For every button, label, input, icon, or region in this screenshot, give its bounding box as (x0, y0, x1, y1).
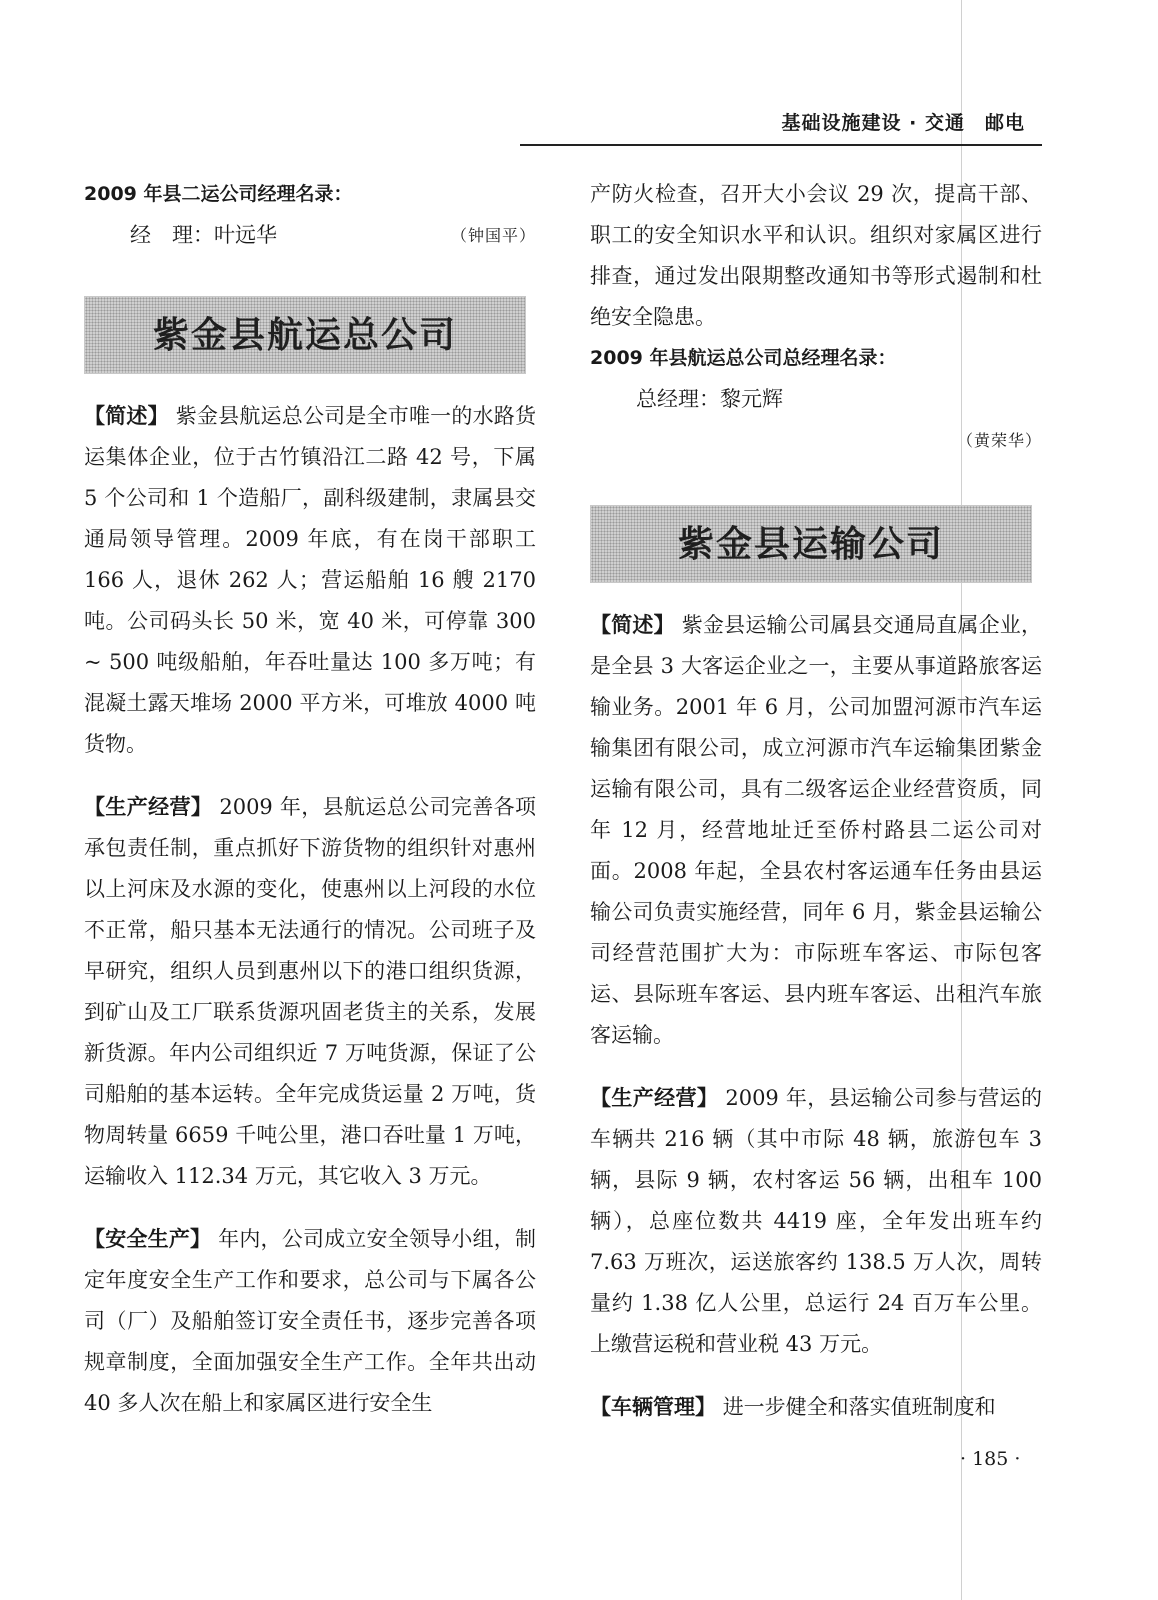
author-credit: （钟国平） (450, 226, 536, 245)
paragraph-text: 年内，公司成立安全领导小组，制定年度安全生产工作和要求，总公司与下属各公司（厂）及船舶签订安全责任书，逐步完善各项规章制度，全面加强安全生产工作。全年共出动 40 多人次在船上和家属区进行安全生 (84, 1227, 536, 1415)
running-head: 基础设施建设 · 交通 邮电 (781, 112, 1025, 134)
paragraph-continuation: 产防火检查，召开大小会议 29 次，提高干部、职工的安全知识水平和认识。组织对家属区进行排查，通过发出限期整改通知书等形式遏制和杜绝安全隐患。 (590, 182, 1042, 329)
paragraph-overview (590, 605, 1042, 1056)
paragraph-label: 【简述】 (590, 613, 675, 637)
paragraph-vehicle-management (590, 1387, 1042, 1428)
paragraph-label: 【车辆管理】 (590, 1395, 716, 1419)
paragraph-label: 【生产经营】 (590, 1086, 719, 1110)
section-banner (590, 505, 1032, 583)
paragraph-production (590, 1078, 1042, 1365)
county-second-transport-manager-heading: 2009 年县二运公司经理名录： (84, 183, 353, 205)
section-banner (84, 296, 526, 374)
left-column (84, 174, 536, 1446)
paragraph-text: 紫金县航运总公司是全市唯一的水路货运集体企业，位于古竹镇沿江二路 42 号，下属 5 个公司和 1 个造船厂，副科级建制，隶属县交通局领导管理。2009 年底，有在岗干部职工 166 人，退休 262 人；营运船舶 16 艘 2170 吨。公司码头长 50 米，宽 40 米，可停靠 300 ~ 500 吨级船舶，年吞吐量达 100 多万吨；有混凝土露天堆场 2000 平方米，可堆放 4000 吨货物。 (84, 404, 537, 756)
paragraph-text: 进一步健全和落实值班制度和 (722, 1395, 996, 1419)
paragraph-label: 【安全生产】 (84, 1227, 212, 1251)
general-manager-name: 总经理：黎元辉 (636, 387, 783, 411)
banner-title: 紫金县运输公司 (677, 523, 944, 565)
manager-entry (84, 215, 536, 256)
paragraph-label: 【简述】 (84, 404, 169, 428)
paragraph-safety (84, 1219, 536, 1424)
paragraph-text: 2009 年，县运输公司参与营运的车辆共 216 辆（其中市际 48 辆，旅游包车 3 辆，县际 9 辆，农村客运 56 辆，出租车 100 辆），总座位数共 4419 座，全年发出班车约 7.63 万班次，运送旅客约 138.5 万人次，周转量约 1.38 亿人公里，总运行 24 百万车公里。上缴营运税和营业税 43 万元。 (590, 1086, 1043, 1356)
paragraph-overview (84, 396, 536, 765)
paragraph-text: 2009 年，县航运总公司完善各项承包责任制，重点抓好下游货物的组织针对惠州以上河床及水源的变化，使惠州以上河段的水位不正常，船只基本无法通行的情况。公司班子及早研究，组织人员到惠州以下的港口组织货源，到矿山及工厂联系货源巩固老货主的关系，发展新货源。年内公司组织近 7 万吨货源，保证了公司船舶的基本运转。全年完成货运量 2 万吨，货物周转量 6659 千吨公里，港口吞吐量 1 万吨，运输收入 112.34 万元，其它收入 3 万元。 (84, 795, 537, 1188)
author-credit: （黄荣华） (956, 431, 1042, 450)
page-number: · 185 · (960, 1448, 1021, 1470)
paragraph-production (84, 787, 536, 1197)
shipping-general-manager-heading: 2009 年县航运总公司总经理名录： (590, 347, 897, 369)
header-rule (520, 144, 1042, 146)
right-column (590, 174, 1042, 1450)
banner-title: 紫金县航运总公司 (152, 314, 457, 356)
paragraph-label: 【生产经营】 (84, 795, 213, 819)
paragraph-text: 紫金县运输公司属县交通局直属企业，是全县 3 大客运企业之一，主要从事道路旅客运输业务。2001 年 6 月，公司加盟河源市汽车运输集团有限公司，成立河源市汽车运输集团紫金运输有限公司，具有二级客运企业经营资质，同年 12 月，经营地址迁至侨村路县二运公司对面。2008 年起，全县农村客运通车任务由县运输公司负责实施经营，同年 6 月，紫金县运输公司经营范围扩大为：市际班车客运、市际包客运、县际班车客运、县内班车客运、出租汽车旅客运输。 (590, 613, 1043, 1047)
manager-name: 经 理：叶远华 (130, 223, 277, 247)
